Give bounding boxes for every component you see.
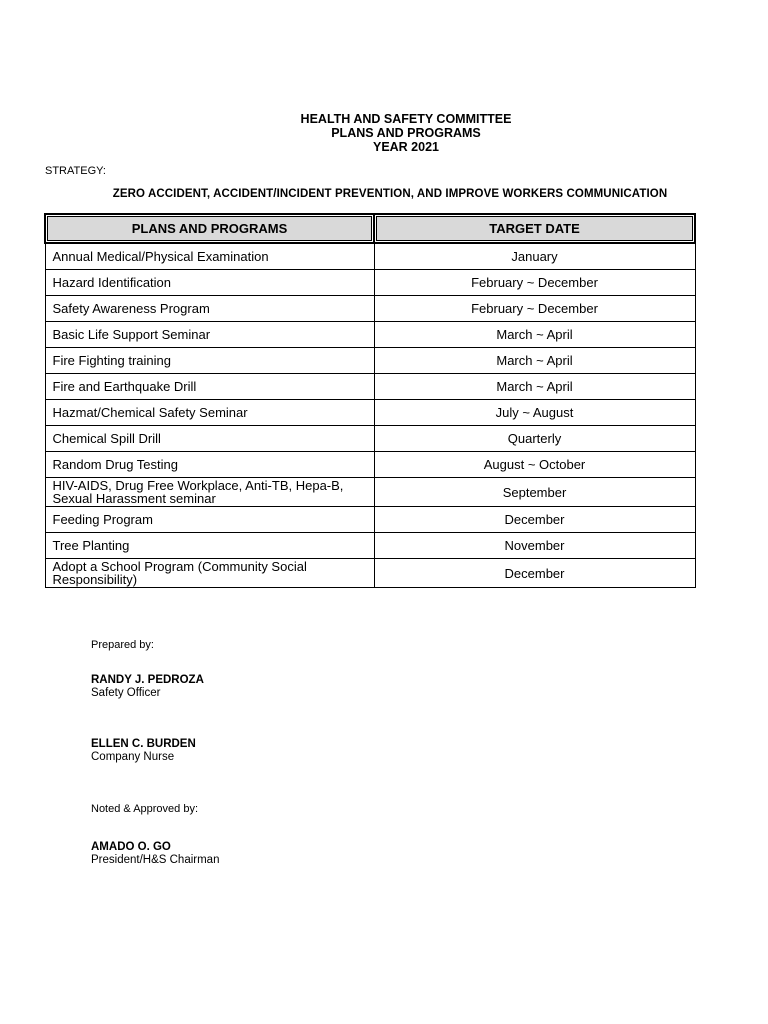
target-date-cell: March ~ April [374, 322, 695, 348]
table-row [45, 243, 695, 270]
target-date-cell: February ~ December [374, 270, 695, 296]
table-row [45, 426, 695, 452]
prepared-by-label: Prepared by: [91, 639, 154, 651]
target-date-cell: December [374, 507, 695, 533]
signer-name: ELLEN C. BURDEN [91, 738, 196, 750]
table-row [45, 478, 695, 507]
program-cell: Hazmat/Chemical Safety Seminar [45, 400, 374, 426]
target-date-cell: November [374, 533, 695, 559]
program-cell: Hazard Identification [45, 270, 374, 296]
target-date-cell: January [374, 243, 695, 270]
program-cell: Annual Medical/Physical Examination [45, 243, 374, 270]
approver-name: AMADO O. GO [91, 841, 171, 853]
program-cell: HIV-AIDS, Drug Free Workplace, Anti-TB, Hepa-B, Sexual Harassment seminar [45, 478, 374, 507]
program-cell: Fire Fighting training [45, 348, 374, 374]
heading-year: YEAR 2021 [372, 140, 439, 154]
signer-block [91, 738, 196, 764]
table-row [45, 400, 695, 426]
target-date-cell: February ~ December [374, 296, 695, 322]
program-cell: Basic Life Support Seminar [45, 322, 374, 348]
column-header-target-date: TARGET DATE [374, 214, 695, 243]
target-date-cell: September [374, 478, 695, 507]
table-row [45, 348, 695, 374]
program-cell: Tree Planting [45, 533, 374, 559]
table-header-row [45, 214, 695, 243]
program-cell: Random Drug Testing [45, 452, 374, 478]
program-cell: Adopt a School Program (Community Social Responsibility) [45, 559, 374, 588]
table-row [45, 374, 695, 400]
target-date-cell: Quarterly [374, 426, 695, 452]
approved-by-label: Noted & Approved by: [91, 803, 199, 815]
table-row [45, 507, 695, 533]
signer-name: RANDY J. PEDROZA [91, 674, 204, 686]
strategy-label: STRATEGY: [45, 165, 106, 177]
approver-title: President/H&S Chairman [91, 854, 220, 866]
plans-table [44, 213, 696, 588]
program-cell: Fire and Earthquake Drill [45, 374, 374, 400]
program-cell: Chemical Spill Drill [45, 426, 374, 452]
column-header-plans: PLANS AND PROGRAMS [45, 214, 374, 243]
heading-committee: HEALTH AND SAFETY COMMITTEE [300, 112, 512, 126]
program-cell: Safety Awareness Program [45, 296, 374, 322]
table-row [45, 533, 695, 559]
program-cell: Feeding Program [45, 507, 374, 533]
table-row [45, 452, 695, 478]
signer-title: Safety Officer [91, 687, 161, 699]
table-row [45, 296, 695, 322]
target-date-cell: March ~ April [374, 374, 695, 400]
signer-title: Company Nurse [91, 751, 175, 763]
signer-block [91, 674, 204, 700]
target-date-cell: December [374, 559, 695, 588]
target-date-cell: March ~ April [374, 348, 695, 374]
table-row [45, 322, 695, 348]
approver-block [91, 841, 219, 867]
table-row [45, 270, 695, 296]
target-date-cell: August ~ October [374, 452, 695, 478]
document-heading [0, 112, 768, 154]
heading-plans: PLANS AND PROGRAMS [331, 126, 481, 140]
table-row [45, 559, 695, 588]
strategy-text: ZERO ACCIDENT, ACCIDENT/INCIDENT PREVENTION, AND IMPROVE WORKERS COMMUNICATION [112, 188, 668, 200]
target-date-cell: July ~ August [374, 400, 695, 426]
